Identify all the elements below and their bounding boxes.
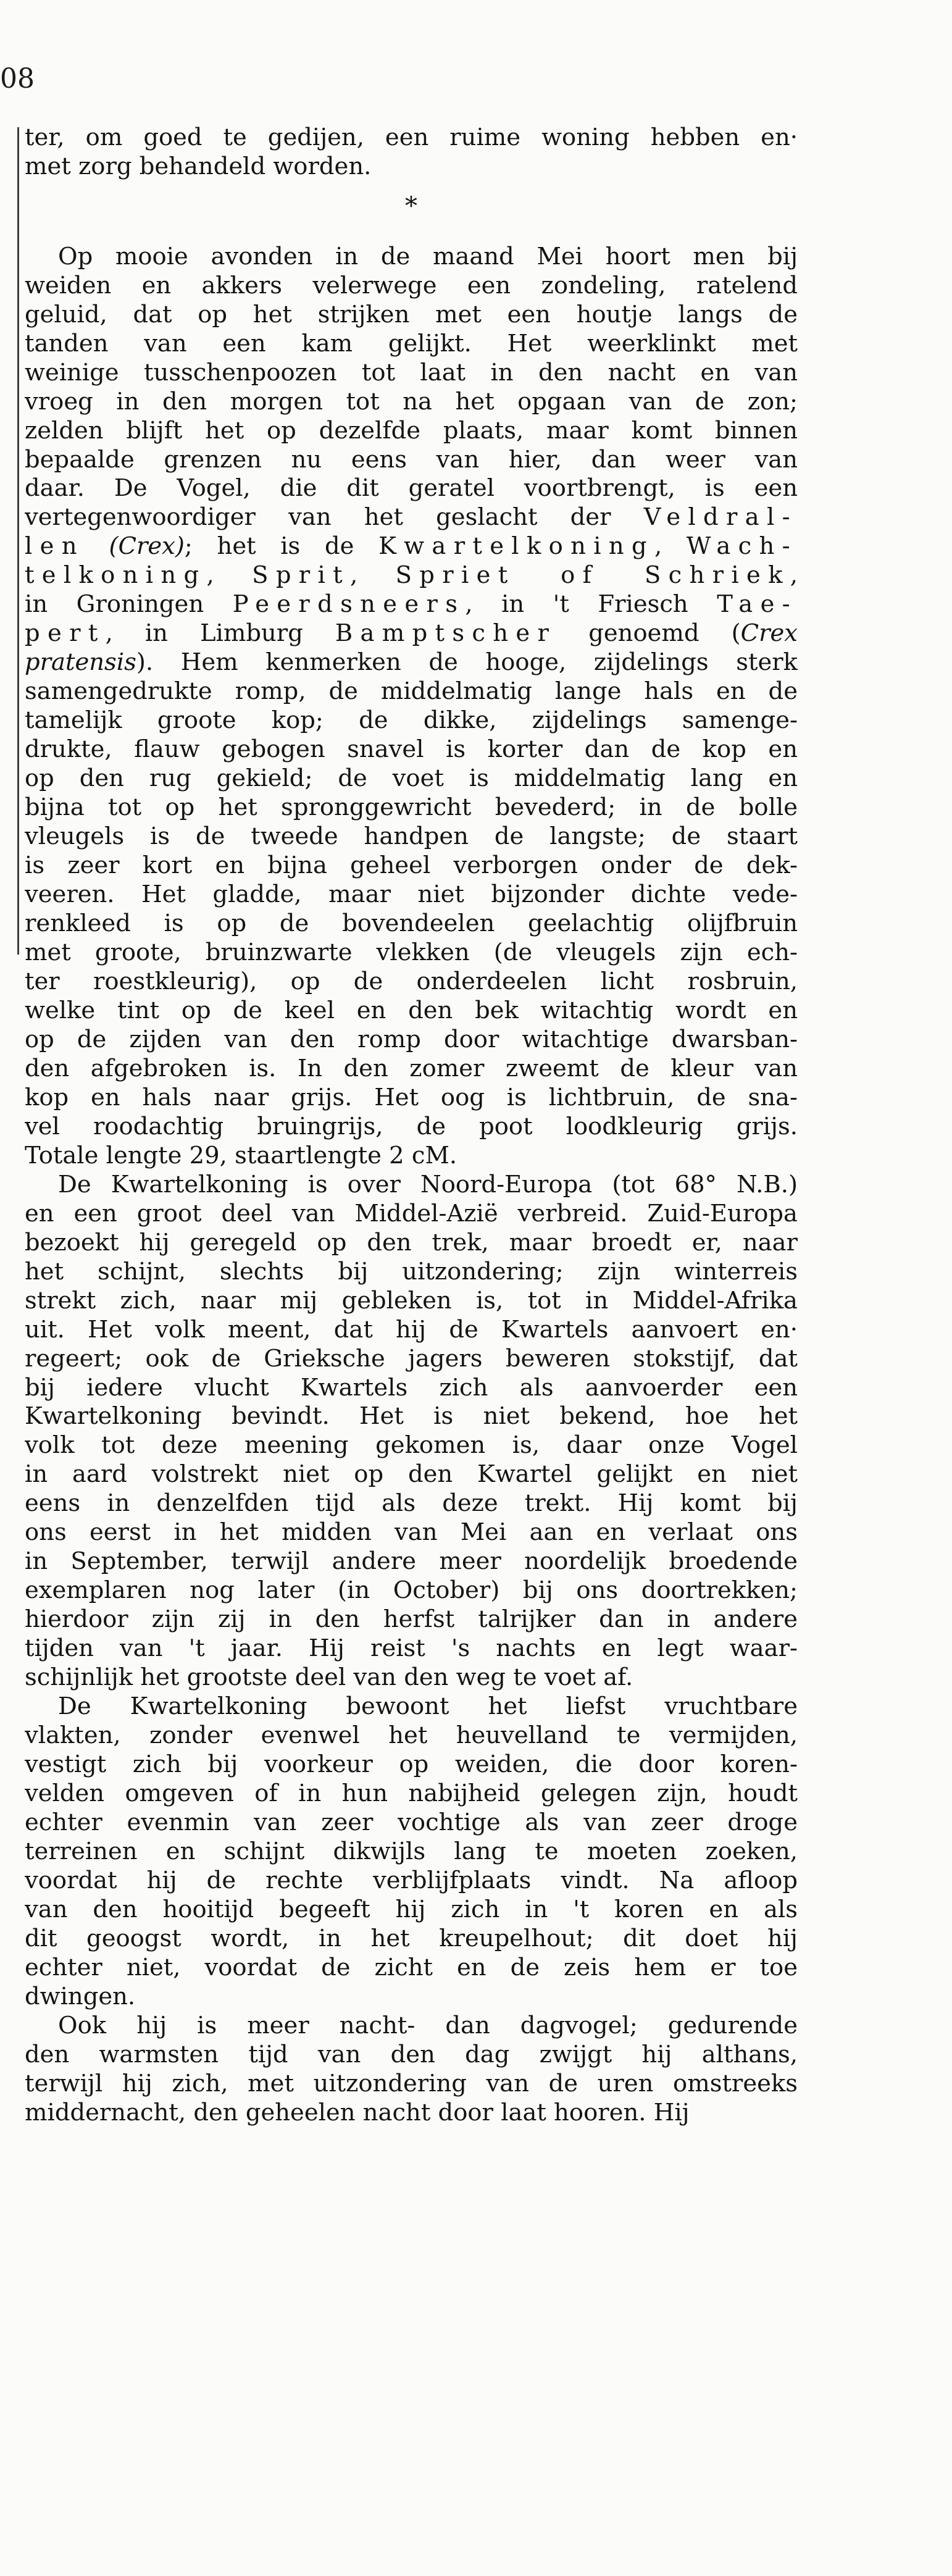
text-run: van den hooitijd begeeft hij zich in 't koren en als	[25, 1895, 798, 1923]
text-line	[25, 1171, 798, 1200]
text-line	[25, 301, 798, 330]
text-line	[25, 1402, 798, 1431]
text-run: is zeer kort en bijna geheel verborgen onder de dek-	[25, 851, 798, 880]
text-run: Peerdsneers	[232, 590, 466, 619]
text-line	[25, 2012, 798, 2041]
text-run: den afgebroken is. In den zomer zweemt de kleur van	[25, 1054, 798, 1082]
text-line	[25, 1547, 798, 1576]
text-line	[25, 1055, 798, 1084]
text-run: regeert; ook de Grieksche jagers beweren stokstijf, dat	[25, 1344, 798, 1373]
text-run: volk tot deze meening gekomen is, daar onze Vogel	[25, 1431, 798, 1460]
text-run: renkleed is op de bovendeelen geelachtig olijfbruin	[25, 910, 798, 938]
text-run: drukte, flauw gebogen snavel is korter dan de kop en	[25, 735, 798, 764]
text-run: vlakten, zonder evenwel het heuvelland te vermijden,	[25, 1721, 798, 1750]
text-run: Veldral-	[643, 503, 798, 532]
text-line	[25, 1374, 798, 1403]
text-run	[85, 532, 109, 560]
text-line	[25, 1779, 798, 1809]
text-run: vertegenwoordiger van het geslacht der	[25, 503, 644, 532]
text-run: Ook hij is meer nacht- dan dagvogel; gedurende	[58, 2011, 798, 2039]
text-run: weinige tusschenpoozen tot laat in den nacht en van	[25, 358, 798, 387]
text-line	[25, 1867, 798, 1896]
text-line	[25, 880, 798, 910]
text-line	[25, 822, 798, 851]
text-run: uit. Het volk meent, dat hij de Kwartels aanvoert en·	[25, 1315, 798, 1344]
text-line	[25, 272, 798, 301]
body-text	[25, 123, 798, 2128]
text-line	[25, 1287, 798, 1316]
text-line	[25, 1200, 798, 1229]
text-run: en een groot deel van Middel-Azië verbreid. Zuid-Europa	[25, 1199, 798, 1227]
text-run: echter niet, voordat de zicht en de zeis hem er toe	[25, 1953, 798, 1981]
text-run: geluid, dat op het strijken met een houtje langs de	[25, 300, 798, 328]
text-run: op den rug gekield; de voet is middelmatig lang en	[25, 764, 798, 793]
text-run: De Kwartelkoning is over Noord-Europa (tot 68° N.B.)	[58, 1170, 798, 1198]
text-run: pert	[25, 619, 106, 648]
text-run: terreinen en schijnt dikwijls lang te moeten zoeken,	[25, 1838, 798, 1866]
text-line	[25, 1142, 798, 1171]
text-run: dwingen.	[25, 1982, 136, 2010]
text-line	[25, 532, 798, 561]
text-line	[25, 764, 798, 793]
text-run: Tae-	[717, 590, 798, 619]
text-line	[25, 1925, 798, 1954]
text-line	[25, 793, 798, 822]
text-line	[25, 1229, 798, 1258]
text-line	[25, 330, 798, 359]
text-line	[25, 619, 798, 648]
text-run: pratensis	[25, 648, 136, 677]
paragraph	[25, 1692, 798, 2012]
text-line	[25, 1954, 798, 1983]
text-run: ,	[206, 561, 253, 590]
text-run: Bamptscher	[335, 619, 557, 648]
text-line	[25, 388, 798, 417]
text-run: kop en hals naar grijs. Het oog is lichtbruin, de sna-	[25, 1083, 798, 1111]
text-line	[25, 123, 798, 153]
text-line	[25, 910, 798, 939]
text-run: bezoekt hij geregeld op den trek, maar broedt er, naar	[25, 1228, 798, 1257]
text-run: tamelijk groote kop; de dikke, zijdelings samenge-	[25, 706, 798, 735]
text-run: dit geoogst wordt, in het kreupelhout; dit doet hij	[25, 1924, 798, 1952]
text-line	[25, 648, 798, 677]
text-line	[25, 1983, 798, 2012]
text-run: Totale lengte 29, staartlengte 2 cM.	[25, 1141, 457, 1169]
text-run: terwijl hij zich, met uitzondering van de uren omstreeks	[25, 2069, 798, 2097]
text-line	[25, 1316, 798, 1345]
text-line	[25, 1489, 798, 1518]
text-line	[25, 417, 798, 446]
text-run: bepaalde grenzen nu eens van hier, dan weer van	[25, 445, 798, 474]
text-line	[25, 1460, 798, 1489]
text-run: welke tint op de keel en den bek witachtig wordt en	[25, 996, 798, 1024]
text-run: ter roestkleurig), op de onderdeelen licht rosbruin,	[25, 967, 798, 995]
text-run: De Kwartelkoning bewoont het liefst vruchtbare	[58, 1692, 798, 1721]
text-line	[25, 1692, 798, 1721]
text-run: echter evenmin van zeer vochtige als van zeer droge	[25, 1809, 798, 1837]
text-line	[25, 1634, 798, 1663]
section-separator: *	[405, 191, 417, 220]
text-run: samengedrukte romp, de middelmatig lange hals en de	[25, 677, 798, 706]
text-run: veeren. Het gladde, maar niet bijzonder dichte vede-	[25, 880, 798, 909]
text-run: in aard volstrekt niet op den Kwartel gelijkt en niet	[25, 1460, 798, 1489]
text-run: schijnlijk het grootste deel van den weg te voet af.	[25, 1663, 633, 1692]
text-run: bij iedere vlucht Kwartels zich als aanvoerder een	[25, 1373, 798, 1402]
text-run: tanden van een kam gelijkt. Het weerklinkt met	[25, 329, 798, 358]
text-run: Op mooie avonden in de maand Mei hoort men bij	[58, 242, 798, 270]
text-line	[25, 2041, 798, 2070]
text-line	[25, 474, 798, 503]
text-line	[25, 153, 798, 182]
text-line	[25, 1518, 798, 1547]
paragraph	[25, 243, 798, 1171]
text-line	[25, 1431, 798, 1460]
text-run: ,	[790, 561, 798, 590]
text-run: voordat hij de rechte verblijfplaats vindt. Na afloop	[25, 1866, 798, 1894]
text-run: ter, om goed te gedijen, een ruime woning hebben en·	[25, 123, 798, 151]
text-run: Crex	[740, 619, 798, 648]
text-run: den warmsten tijd van den dag zwijgt hij althans,	[25, 2040, 798, 2068]
text-line	[25, 561, 798, 590]
text-line	[25, 939, 798, 968]
text-run: Spriet of Schriek	[395, 561, 790, 590]
text-line	[25, 1084, 798, 1113]
text-run: vel roodachtig bruingrijs, de poot loodkleurig grijs.	[25, 1112, 798, 1140]
text-run: (Crex)	[109, 532, 185, 561]
text-line	[25, 1113, 798, 1142]
text-run: met groote, bruinzwarte vlekken (de vleugels zijn ech-	[25, 938, 798, 966]
text-run: , in Limburg	[105, 619, 335, 648]
text-line	[25, 997, 798, 1026]
text-run: eens in denzelfden tijd als deze trekt. Hij komt bij	[25, 1489, 798, 1518]
text-line	[25, 1896, 798, 1925]
text-run: het schijnt, slechts bij uitzondering; zijn winterreis	[25, 1257, 798, 1286]
text-run: telkoning	[25, 561, 207, 590]
text-run: bijna tot op het spronggewricht bevederd; in de bolle	[25, 793, 798, 822]
text-line	[25, 2099, 798, 2128]
text-line	[25, 359, 798, 388]
text-run: hierdoor zijn zij in den herfst talrijker dan in andere	[25, 1605, 798, 1634]
text-line	[25, 706, 798, 735]
text-line	[25, 1750, 798, 1779]
text-line	[25, 1576, 798, 1605]
text-run: zelden blijft het op dezelfde plaats, maar komt binnen	[25, 416, 798, 445]
text-run: ,	[654, 532, 687, 561]
text-run: vroeg in den morgen tot na het opgaan van de zon;	[25, 387, 798, 416]
text-line	[25, 590, 798, 619]
text-line	[25, 2070, 798, 2099]
text-run: Kwartelkoning	[378, 532, 654, 561]
text-run: Kwartelkoning bevindt. Het is niet bekend, hoe het	[25, 1402, 798, 1431]
text-run: ). Hem kenmerken de hooge, zijdelings sterk	[136, 648, 798, 677]
paragraph	[25, 1171, 798, 1692]
text-run: vleugels is de tweede handpen de langste; de staart	[25, 822, 798, 851]
margin-rule	[17, 127, 19, 955]
text-line	[25, 1838, 798, 1867]
text-run: daar. De Vogel, die dit geratel voortbrengt, is een	[25, 474, 798, 503]
text-run: , in 't Friesch	[465, 590, 717, 619]
text-run: ons eerst in het midden van Mei aan en verlaat ons	[25, 1518, 798, 1547]
text-run: met zorg behandeld worden.	[25, 152, 372, 180]
text-line	[25, 503, 798, 532]
text-run: middernacht, den geheelen nacht door laat hooren. Hij	[25, 2098, 690, 2126]
paragraph	[25, 2012, 798, 2128]
text-line	[25, 1026, 798, 1055]
paragraph	[25, 123, 798, 182]
text-line	[25, 677, 798, 706]
text-line	[25, 243, 798, 272]
text-run: ,	[349, 561, 396, 590]
text-run: op de zijden van den romp door witachtige dwarsban-	[25, 1025, 798, 1053]
text-line	[25, 446, 798, 475]
text-line	[25, 1258, 798, 1287]
text-run: in Groningen	[25, 590, 233, 619]
text-run: ; het is de	[184, 532, 379, 561]
text-run: weiden en akkers velerwege een zondeling, ratelend	[25, 271, 798, 299]
text-run: in September, terwijl andere meer noordelijk broedende	[25, 1547, 798, 1576]
text-line	[25, 851, 798, 880]
text-line	[25, 1345, 798, 1374]
text-run: len	[25, 532, 85, 561]
text-run: genoemd (	[556, 619, 741, 648]
text-run: velden omgeven of in hun nabijheid gelegen zijn, houdt	[25, 1779, 798, 1808]
text-line	[25, 735, 798, 764]
text-run: tijden van 't jaar. Hij reist 's nachts en legt waar-	[25, 1634, 798, 1663]
text-line	[25, 1721, 798, 1750]
text-run: strekt zich, naar mij gebleken is, tot in Middel-Afrika	[25, 1286, 798, 1315]
text-line	[25, 1809, 798, 1838]
text-run: exemplaren nog later (in October) bij ons doortrekken;	[25, 1576, 798, 1605]
text-run: Wach-	[686, 532, 798, 561]
text-line	[25, 1605, 798, 1634]
text-run: vestigt zich bij voorkeur op weiden, die door koren-	[25, 1750, 798, 1779]
text-line	[25, 1663, 798, 1692]
text-run: Sprit	[252, 561, 350, 590]
page-number: 08	[0, 63, 35, 94]
text-line	[25, 968, 798, 997]
